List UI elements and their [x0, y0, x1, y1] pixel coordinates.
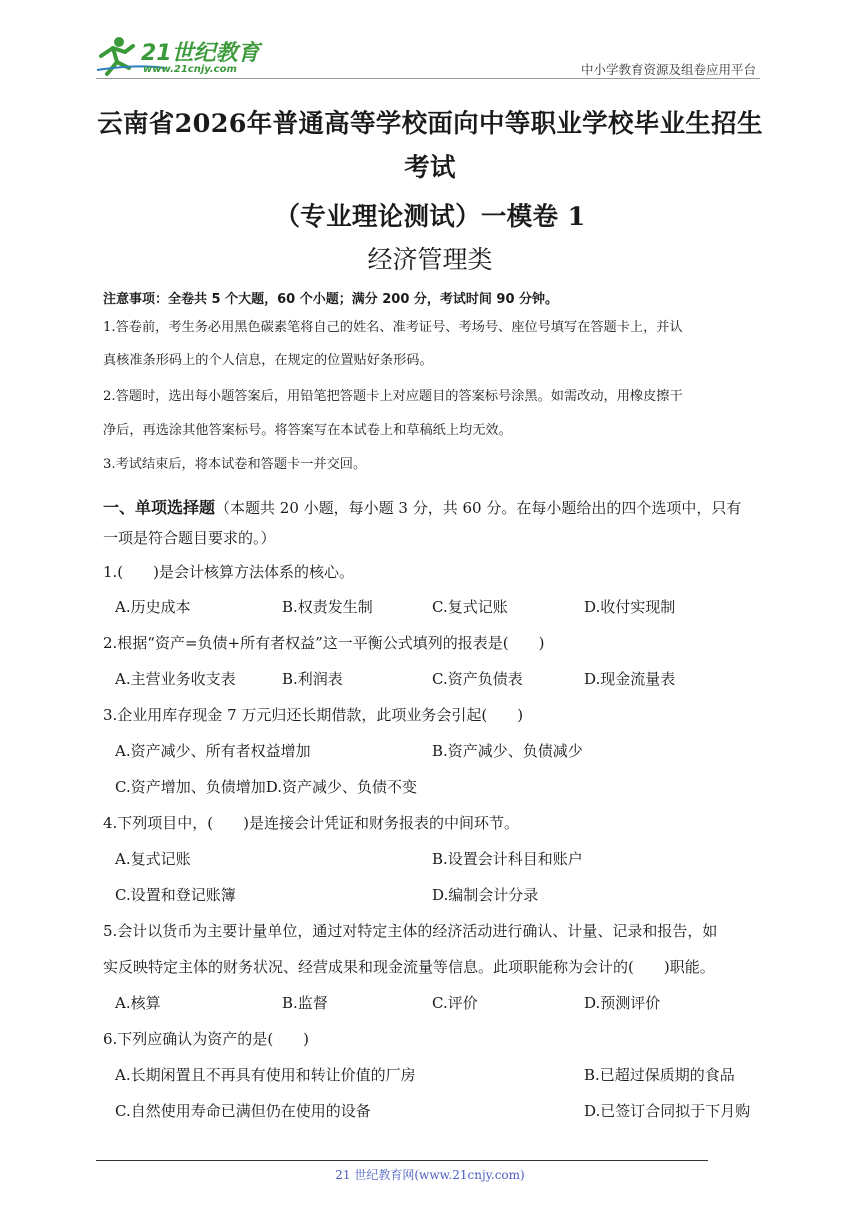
q2-option-c: C.资产负债表 [432, 670, 523, 688]
notice-item-3: 3.考试结束后，将本试卷和答题卡一并交回。 [103, 457, 367, 472]
question-2-stem: 2.根据“资产=负债+所有者权益”这一平衡公式填列的报表是( ) [103, 634, 545, 652]
header-divider [96, 78, 760, 79]
section1-heading-line [103, 495, 773, 518]
logo-url: www.21cnjy.com [143, 64, 237, 75]
notice-item-1a: 1.答卷前，考生务必用黑色碳素笔将自己的姓名、准考证号、考场号、座位号填写在答题卡上，并认 [103, 320, 683, 335]
site-logo [95, 34, 265, 78]
q4-option-b: B.设置会计科目和账户 [432, 850, 583, 868]
question-4-stem: 4.下列项目中，( )是连接会计凭证和财务报表的中间环节。 [103, 814, 520, 832]
section1-desc-b: 一项是符合题目要求的。） [103, 529, 276, 547]
logo-text: 21世纪教育 [141, 41, 260, 66]
q5-option-d: D.预测评价 [584, 994, 661, 1012]
question-6-stem: 6.下列应确认为资产的是( ) [103, 1030, 310, 1048]
footer-site-link[interactable]: 21 世纪教育网(www.21cnjy.com) [335, 1168, 525, 1182]
notice-item-2a: 2.答题时，选出每小题答案后，用铅笔把答题卡上对应题目的答案标号涂黑。如需改动，用橡皮擦干 [103, 389, 683, 404]
q5-option-b: B.监督 [282, 994, 328, 1012]
question-5-stem-a: 5.会计以货币为主要计量单位，通过对特定主体的经济活动进行确认、计量、记录和报告，如 [103, 922, 718, 940]
notice-item-2b: 净后，再选涂其他答案标号。将答案写在本试卷上和草稿纸上均无效。 [103, 423, 512, 438]
notice-heading: 注意事项：全卷共 5 个大题，60 个小题；满分 200 分，考试时间 90 分钟。 [103, 292, 559, 307]
question-1-stem: 1.( )是会计核算方法体系的核心。 [103, 563, 355, 581]
exam-subject: 经济管理类 [367, 245, 493, 274]
q1-option-a: A.历史成本 [115, 598, 191, 616]
q1-option-c: C.复式记账 [432, 598, 508, 616]
exam-title-line3: （专业理论测试）一模卷 1 [274, 202, 586, 232]
notice-item-1b: 真核准条形码上的个人信息，在规定的位置贴好条形码。 [103, 353, 433, 368]
q1-option-d: D.收付实现制 [584, 598, 676, 616]
section1-heading: 一、单项选择题 [103, 498, 216, 517]
q4-option-d: D.编制会计分录 [432, 886, 539, 904]
q2-option-b: B.利润表 [282, 670, 343, 688]
exam-title-line2: 考试 [404, 153, 456, 183]
q6-option-b: B.已超过保质期的食品 [584, 1066, 735, 1084]
q2-option-a: A.主营业务收支表 [115, 670, 236, 688]
q5-option-a: A.核算 [115, 994, 161, 1012]
q3-option-cd: C.资产增加、负债增加D.资产减少、负债不变 [115, 778, 417, 796]
question-5-stem-b: 实反映特定主体的财务状况、经营成果和现金流量等信息。此项职能称为会计的( )职能。 [103, 958, 715, 976]
q6-option-c: C.自然使用寿命已满但仍在使用的设备 [115, 1102, 371, 1120]
q2-option-d: D.现金流量表 [584, 670, 676, 688]
q1-option-b: B.权责发生制 [282, 598, 373, 616]
q6-option-d: D.已签订合同拟于下月购 [584, 1102, 751, 1120]
exam-title-line1: 云南省2026年普通高等学校面向中等职业学校毕业生招生 [97, 109, 763, 139]
q6-option-a: A.长期闲置且不再具有使用和转让价值的厂房 [115, 1066, 416, 1084]
q4-option-c: C.设置和登记账簿 [115, 886, 236, 904]
q5-option-c: C.评价 [432, 994, 478, 1012]
q3-option-b: B.资产减少、负债减少 [432, 742, 583, 760]
footer-divider [96, 1160, 708, 1161]
question-3-stem: 3.企业用库存现金 7 万元归还长期借款，此项业务会引起( ) [103, 706, 524, 724]
q4-option-a: A.复式记账 [115, 850, 191, 868]
q3-option-a: A.资产减少、所有者权益增加 [115, 742, 311, 760]
header-platform-text: 中小学教育资源及组卷应用平台 [580, 62, 756, 77]
section1-desc-a: （本题共 20 小题，每小题 3 分，共 60 分。在每小题给出的四个选项中，只有 [215, 499, 742, 517]
